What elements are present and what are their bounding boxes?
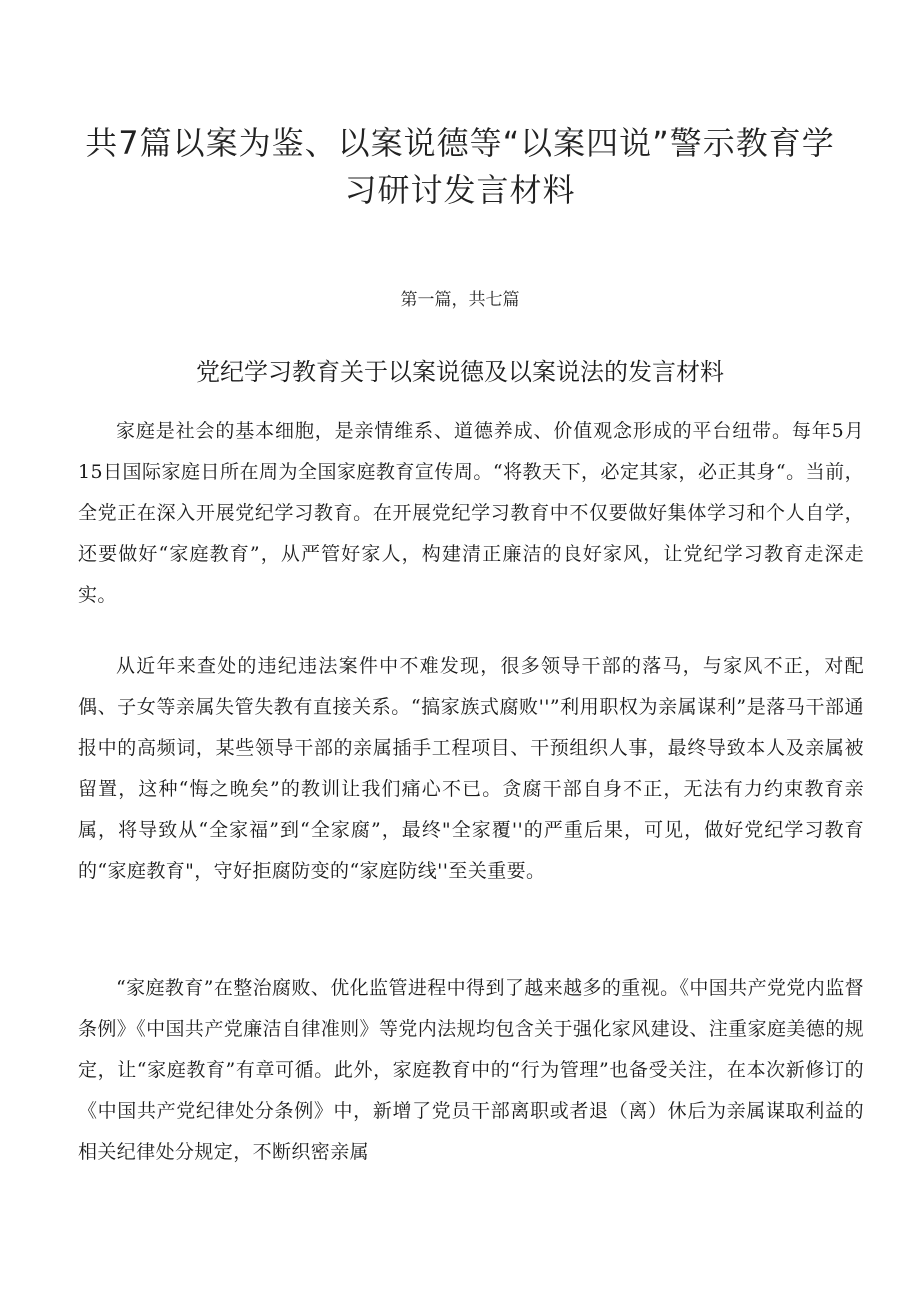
body-paragraph: 家庭是社会的基本细胞，是亲情维系、道德养成、价值观念形成的平台纽带。每年5月15日国际家庭日所在周为全国家庭教育宣传周。“将教天下，必定其家，必正其身“。当前，全党正在深入开展党纪学习教育。在开展党纪学习教育中不仅要做好集体学习和个人自学，还要做好“家庭教育”，从严管好家人，构建清正廉洁的良好家风，让党纪学习教育走深走实。	[78, 420, 864, 606]
section-label: 第一篇，共七篇	[400, 290, 520, 310]
body-paragraph: “家庭教育”在整治腐败、优化监管进程中得到了越来越多的重视。《中国共产党党内监督条例》《中国共产党廉洁自律准则》等党内法规均包含关于强化家风建设、注重家庭美德的规定，让“家庭教育”有章可循。此外，家庭教育中的“行为管理”也备受关注，在本次新修订的《中国共产党纪律处分条例》中，新增了党员干部离职或者退（离）休后为亲属谋取利益的相关纪律处分规定，不断织密亲属	[78, 977, 864, 1163]
article-title: 党纪学习教育关于以案说德及以案说法的发言材料	[196, 358, 724, 386]
document-title: 共7篇以案为鉴、以案说德等“以案四说”警示教育学习研讨发言材料	[85, 124, 835, 209]
body-paragraph: 从近年来查处的违纪违法案件中不难发现，很多领导干部的落马，与家风不正，对配偶、子女等亲属失管失教有直接关系。“搞家族式腐败''”利用职权为亲属谋利”是落马干部通报中的高频词，某些领导干部的亲属插手工程项目、干预组织人事，最终导致本人及亲属被留置，这种“悔之晚矣”的教训让我们痛心不已。贪腐干部自身不正，无法有力约束教育亲属，将导致从“全家福”到“全家腐”，最终"全家覆''的严重后果，可见，做好党纪学习教育的“家庭教育"，守好拒腐防变的“家庭防线''至关重要。	[78, 655, 864, 882]
